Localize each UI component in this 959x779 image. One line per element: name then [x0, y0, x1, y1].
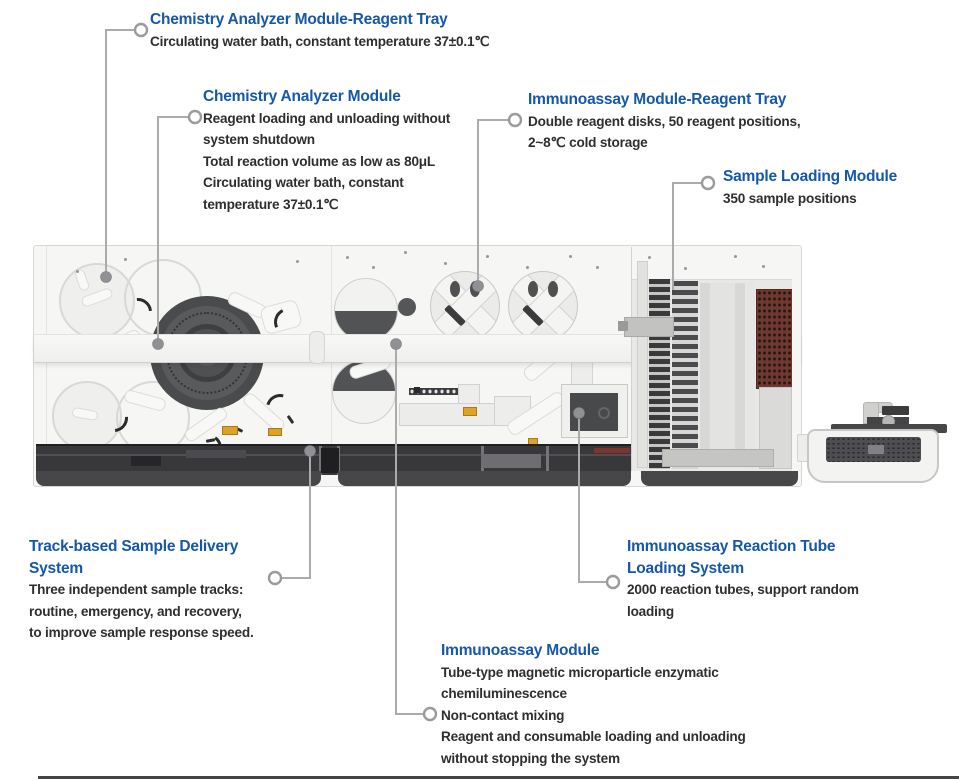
callout-sample-loading-module	[723, 166, 897, 209]
callout-line: Circulating water bath, constant temperature 37±0.1℃	[150, 33, 490, 49]
leader-dot-icon	[574, 408, 585, 419]
callout-chemistry-analyzer-module	[203, 86, 450, 215]
leader-ring-icon	[424, 708, 436, 720]
leader-ring-icon	[135, 24, 147, 36]
callout-line: Total reaction volume as low as 80μL	[203, 153, 436, 169]
callout-line: Circulating water bath, constant	[203, 175, 404, 190]
leader-dot-icon	[305, 446, 316, 457]
leader-sample-loading	[673, 183, 701, 290]
callout-line: temperature 37±0.1℃	[203, 196, 339, 212]
callout-line: to improve sample response speed.	[29, 625, 254, 640]
leader-dot-icon	[153, 339, 164, 350]
callout-line: without stopping the system	[441, 750, 620, 766]
leader-chem-reagent-tray	[106, 30, 134, 272]
callout-title: Immunoassay Module	[441, 642, 600, 659]
callout-line: Three independent sample tracks:	[29, 582, 244, 597]
leader-ring-icon	[189, 111, 201, 123]
callout-immunoassay-reaction-tube-loading-system	[627, 536, 862, 622]
callout-line: 2~8℃ cold storage	[528, 135, 648, 150]
callout-line: Double reagent disks, 50 reagent positions,	[528, 113, 801, 129]
callout-line: system shutdown	[203, 132, 315, 147]
callout-title: Immunoassay Module-Reagent Tray	[528, 91, 787, 108]
callout-line: Tube-type magnetic microparticle enzymatic	[441, 664, 719, 680]
callout-line: Reagent loading and unloading without	[203, 110, 451, 126]
callout-line: chemiluminescence	[441, 686, 567, 701]
leader-ring-icon	[702, 177, 714, 189]
callout-line: 2000 reaction tubes, support random	[627, 582, 859, 597]
leader-ring-icon	[269, 572, 281, 584]
callout-immunoassay-module	[441, 640, 746, 769]
callout-track-based-sample-delivery-system	[29, 536, 269, 644]
leader-reaction-tube-loading	[579, 419, 606, 582]
leader-track-system	[282, 456, 310, 578]
callout-line: loading	[627, 603, 674, 619]
leader-immuno-reagent-tray	[478, 120, 508, 281]
leader-ring-icon	[509, 114, 521, 126]
callout-line: routine, emergency, and recovery,	[29, 603, 242, 619]
leader-immuno-module	[396, 349, 423, 714]
callout-title: Sample Loading Module	[723, 168, 898, 185]
callout-line: Non-contact mixing	[441, 707, 565, 723]
callout-chemistry-analyzer-module-reagent-tray	[150, 9, 489, 52]
leader-ring-icon	[607, 576, 619, 588]
leader-dot-icon	[391, 339, 402, 350]
callout-line: Reagent and consumable loading and unloading	[441, 729, 746, 744]
leader-dot-icon	[101, 272, 112, 283]
callout-title: Chemistry Analyzer Module	[203, 88, 401, 105]
leader-chem-module	[158, 117, 188, 339]
callout-title: Chemistry Analyzer Module-Reagent Tray	[150, 11, 448, 28]
callout-title: Track-based Sample Delivery System	[29, 538, 239, 577]
callout-title: Immunoassay Reaction Tube Loading System	[627, 538, 836, 577]
callout-immunoassay-module-reagent-tray	[528, 89, 800, 154]
leader-dot-icon	[473, 281, 484, 292]
callout-line: 350 sample positions	[723, 190, 857, 206]
